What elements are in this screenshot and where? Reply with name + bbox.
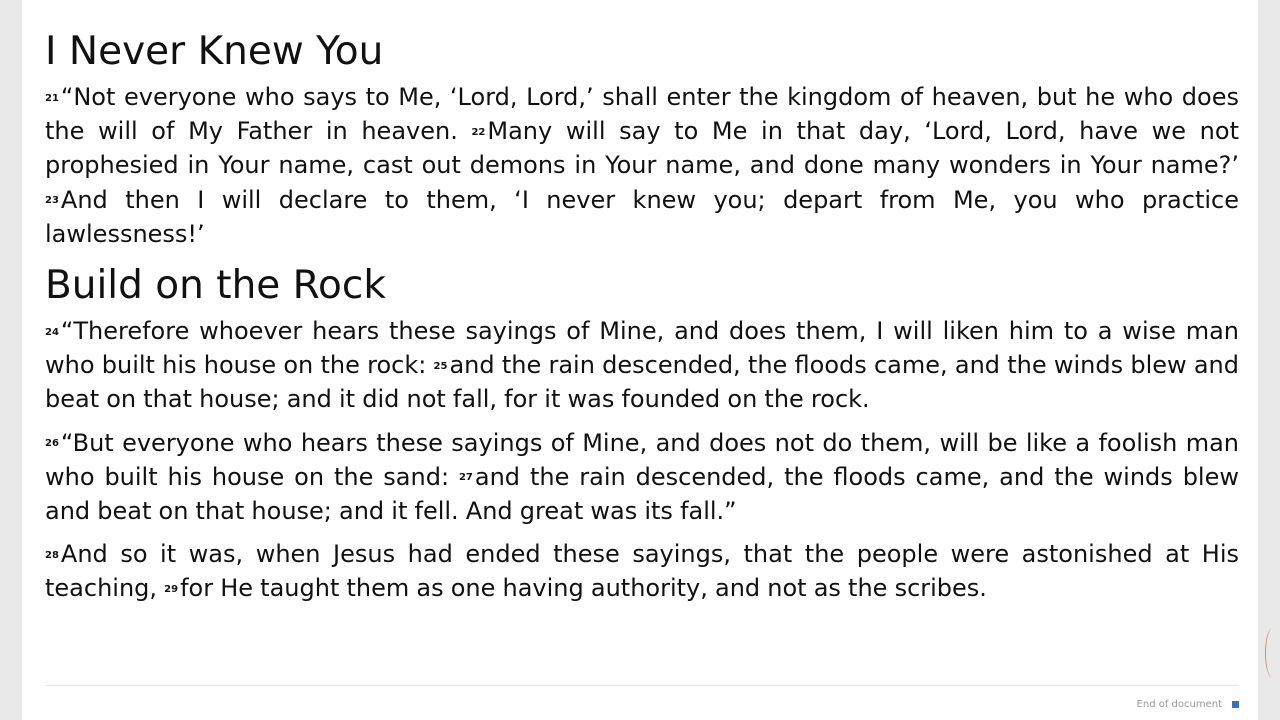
verse-text: for He taught them as one having authority, and not as the scribes.	[180, 574, 987, 603]
document-page	[22, 0, 1258, 720]
paragraph	[45, 537, 1239, 605]
paragraph	[45, 314, 1239, 417]
section-heading: I Never Knew You	[45, 29, 384, 74]
verse-number: 24	[45, 326, 59, 338]
verse-number: 28	[45, 549, 59, 561]
end-of-document-marker	[1137, 699, 1239, 710]
verse-text: “But everyone who hears these sayings of Mine, and does not do them, will be like a foolish man who built his house on the sand:	[45, 428, 1239, 491]
verse-number: 26	[45, 438, 59, 450]
verse-text: “Not everyone who says to Me, ‘Lord, Lord,’ shall enter the kingdom of heaven, but he who does the will of My Father in heaven.	[45, 83, 1239, 146]
footer-divider	[45, 685, 1238, 686]
verse-text: And so it was, when Jesus had ended these sayings, that the people were astonished at His teaching,	[45, 540, 1239, 603]
paragraph	[45, 426, 1239, 529]
verse-number: 27	[458, 472, 473, 484]
verse-number: 22	[471, 126, 486, 138]
verse-number: 23	[45, 195, 59, 207]
verse-text: Many will say to Me in that day, ‘Lord, Lord, have we not prophesied in Your name, cast out demons in Your name, and done many wonders in Your name?’	[45, 117, 1239, 180]
end-of-document-label: End of document	[1136, 699, 1222, 710]
verse-number: 29	[164, 583, 179, 595]
verse-text: And then I will declare to them, ‘I never knew you; depart from Me, you who practice lawlessness!’	[45, 185, 1239, 248]
verse-number: 25	[433, 360, 448, 372]
verse-number: 21	[45, 92, 59, 104]
paragraph	[45, 80, 1239, 251]
edge-arc-icon	[1265, 628, 1280, 678]
verse-text: and the rain descended, the floods came, and the winds blew and beat on that house; and it did not fall, for it was founded on the rock.	[45, 351, 1240, 414]
verse-text: “Therefore whoever hears these sayings of Mine, and does them, I will liken him to a wise man who built his house on the rock:	[45, 317, 1239, 380]
verse-text: and the rain descended, the floods came, and the winds blew and beat on that house; and it fell. And great was its fall.”	[45, 462, 1239, 526]
end-square-icon	[1232, 701, 1239, 708]
section-heading: Build on the Rock	[45, 263, 386, 309]
document-content	[45, 0, 1239, 615]
